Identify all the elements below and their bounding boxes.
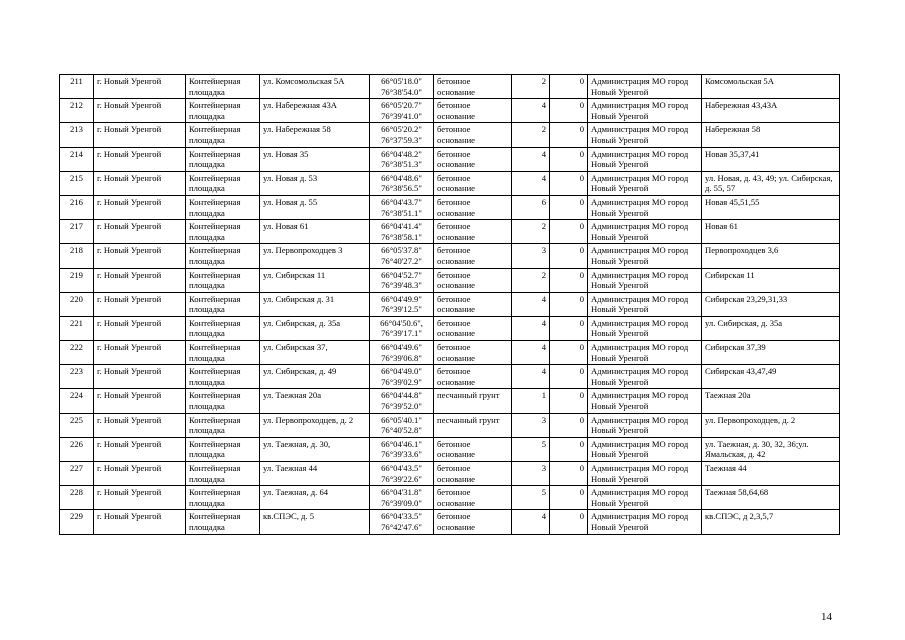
cell-locality: г. Новый Уренгой [94,195,186,219]
cell-row-number: 217 [60,220,94,244]
cell-served-addresses: ул. Новая, д. 43, 49; ул. Сибирская, д. 55, 57 [702,171,840,195]
cell-extra-count: 0 [550,316,588,340]
cell-row-number: 215 [60,171,94,195]
cell-served-addresses: Набережная 43,43А [702,99,840,123]
cell-containers-count: 6 [512,195,550,219]
cell-owner: Администрация МО город Новый Уренгой [588,462,702,486]
cell-coordinates: 66°05'18.0" 76°38'54.0" [370,75,434,99]
table-row [60,413,840,437]
cell-row-number: 224 [60,389,94,413]
cell-row-number: 219 [60,268,94,292]
cell-address: ул. Сибирская, д. 49 [260,365,370,389]
cell-row-number: 227 [60,462,94,486]
cell-coordinates: 66°04'49.6" 76°39'06.8" [370,341,434,365]
cell-site-type: Контейнерная площадка [186,316,260,340]
cell-owner: Администрация МО город Новый Уренгой [588,413,702,437]
cell-locality: г. Новый Уренгой [94,365,186,389]
table-row [60,365,840,389]
table-row [60,389,840,413]
cell-surface: бетонное основание [434,220,512,244]
cell-row-number: 218 [60,244,94,268]
cell-containers-count: 4 [512,171,550,195]
cell-served-addresses: Сибирская 23,29,31,33 [702,292,840,316]
cell-coordinates: 66°04'52.7" 76°39'48.3" [370,268,434,292]
cell-owner: Администрация МО город Новый Уренгой [588,510,702,534]
cell-locality: г. Новый Уренгой [94,486,186,510]
cell-address: ул. Сибирская 37, [260,341,370,365]
cell-address: ул. Таежная, д. 30, [260,437,370,461]
cell-coordinates: 66°04'44.8" 76°39'52.0" [370,389,434,413]
cell-coordinates: 66°04'43.7" 76°38'51.1" [370,195,434,219]
cell-surface: бетонное основание [434,486,512,510]
cell-row-number: 222 [60,341,94,365]
cell-site-type: Контейнерная площадка [186,292,260,316]
cell-row-number: 223 [60,365,94,389]
cell-locality: г. Новый Уренгой [94,220,186,244]
cell-extra-count: 0 [550,413,588,437]
cell-owner: Администрация МО город Новый Уренгой [588,365,702,389]
cell-containers-count: 4 [512,510,550,534]
cell-coordinates: 66°04'48.6" 76°38'56.5" [370,171,434,195]
cell-served-addresses: Первопроходцев 3,6 [702,244,840,268]
cell-surface: бетонное основание [434,147,512,171]
cell-served-addresses: Сибирская 43,47,49 [702,365,840,389]
cell-containers-count: 5 [512,437,550,461]
cell-surface: бетонное основание [434,462,512,486]
table-body [60,75,840,535]
cell-row-number: 221 [60,316,94,340]
table-row [60,316,840,340]
cell-coordinates: 66°05'20.7" 76°39'41.0" [370,99,434,123]
cell-address: ул. Сибирская 11 [260,268,370,292]
cell-address: ул. Сибирская, д. 35а [260,316,370,340]
cell-extra-count: 0 [550,147,588,171]
table-row [60,75,840,99]
cell-served-addresses: ул. Таежная, д. 30, 32, 36;ул. Ямальская, д. 42 [702,437,840,461]
cell-site-type: Контейнерная площадка [186,268,260,292]
cell-address: ул. Таежная 44 [260,462,370,486]
table-row [60,341,840,365]
cell-surface: бетонное основание [434,195,512,219]
cell-address: ул. Первопроходцев, д. 2 [260,413,370,437]
cell-surface: бетонное основание [434,316,512,340]
cell-site-type: Контейнерная площадка [186,99,260,123]
cell-served-addresses: Новая 61 [702,220,840,244]
cell-site-type: Контейнерная площадка [186,147,260,171]
cell-row-number: 226 [60,437,94,461]
cell-coordinates: 66°04'50.6", 76°39'17.1" [370,316,434,340]
cell-address: ул. Новая д. 55 [260,195,370,219]
cell-site-type: Контейнерная площадка [186,413,260,437]
cell-extra-count: 0 [550,292,588,316]
cell-locality: г. Новый Уренгой [94,75,186,99]
cell-served-addresses: Таежная 58,64,68 [702,486,840,510]
cell-locality: г. Новый Уренгой [94,316,186,340]
cell-containers-count: 5 [512,486,550,510]
cell-site-type: Контейнерная площадка [186,220,260,244]
cell-containers-count: 3 [512,244,550,268]
page-number: 14 [821,611,832,623]
cell-locality: г. Новый Уренгой [94,268,186,292]
cell-served-addresses: Таежная 20а [702,389,840,413]
cell-site-type: Контейнерная площадка [186,195,260,219]
cell-surface: песчанный грунт [434,413,512,437]
cell-surface: бетонное основание [434,268,512,292]
table-row [60,486,840,510]
cell-row-number: 213 [60,123,94,147]
cell-row-number: 229 [60,510,94,534]
cell-owner: Администрация МО город Новый Уренгой [588,244,702,268]
cell-site-type: Контейнерная площадка [186,510,260,534]
table-row [60,220,840,244]
cell-address: ул. Таежная 20а [260,389,370,413]
cell-locality: г. Новый Уренгой [94,292,186,316]
cell-surface: бетонное основание [434,292,512,316]
cell-coordinates: 66°04'33.5" 76°42'47.6" [370,510,434,534]
cell-surface: бетонное основание [434,510,512,534]
cell-extra-count: 0 [550,123,588,147]
cell-coordinates: 66°04'41.4" 76°38'58.1" [370,220,434,244]
cell-owner: Администрация МО город Новый Уренгой [588,341,702,365]
cell-site-type: Контейнерная площадка [186,244,260,268]
table-row [60,510,840,534]
cell-served-addresses: ул. Сибирская, д. 35а [702,316,840,340]
cell-extra-count: 0 [550,99,588,123]
cell-site-type: Контейнерная площадка [186,365,260,389]
cell-coordinates: 66°05'37.8" 76°40'27.2" [370,244,434,268]
cell-containers-count: 1 [512,389,550,413]
cell-row-number: 216 [60,195,94,219]
cell-owner: Администрация МО город Новый Уренгой [588,486,702,510]
cell-extra-count: 0 [550,244,588,268]
cell-surface: бетонное основание [434,75,512,99]
cell-address: ул. Новая д. 53 [260,171,370,195]
cell-locality: г. Новый Уренгой [94,437,186,461]
table-row [60,268,840,292]
cell-locality: г. Новый Уренгой [94,389,186,413]
cell-locality: г. Новый Уренгой [94,510,186,534]
cell-site-type: Контейнерная площадка [186,341,260,365]
cell-address: ул. Набережная 43А [260,99,370,123]
cell-site-type: Контейнерная площадка [186,462,260,486]
cell-owner: Администрация МО город Новый Уренгой [588,147,702,171]
cell-surface: бетонное основание [434,171,512,195]
cell-coordinates: 66°04'43.5" 76°39'22.6" [370,462,434,486]
table-row [60,195,840,219]
cell-surface: бетонное основание [434,341,512,365]
cell-containers-count: 4 [512,316,550,340]
cell-surface: песчанный грунт [434,389,512,413]
table-row [60,437,840,461]
cell-containers-count: 4 [512,341,550,365]
cell-served-addresses: Набережная 58 [702,123,840,147]
cell-extra-count: 0 [550,75,588,99]
table-row [60,171,840,195]
cell-coordinates: 66°04'49.0" 76°39'02.9" [370,365,434,389]
cell-row-number: 220 [60,292,94,316]
cell-extra-count: 0 [550,389,588,413]
cell-row-number: 228 [60,486,94,510]
cell-site-type: Контейнерная площадка [186,75,260,99]
cell-owner: Администрация МО город Новый Уренгой [588,75,702,99]
cell-containers-count: 2 [512,268,550,292]
cell-extra-count: 0 [550,365,588,389]
cell-extra-count: 0 [550,268,588,292]
cell-address: ул. Таежная, д. 64 [260,486,370,510]
cell-extra-count: 0 [550,437,588,461]
cell-coordinates: 66°05'20.2" 76°37'59.3" [370,123,434,147]
cell-site-type: Контейнерная площадка [186,171,260,195]
cell-address: ул. Первопроходцев 3 [260,244,370,268]
cell-extra-count: 0 [550,341,588,365]
cell-locality: г. Новый Уренгой [94,413,186,437]
cell-locality: г. Новый Уренгой [94,147,186,171]
cell-served-addresses: Комсомольская 5А [702,75,840,99]
cell-served-addresses: Сибирская 11 [702,268,840,292]
cell-owner: Администрация МО город Новый Уренгой [588,268,702,292]
cell-locality: г. Новый Уренгой [94,123,186,147]
cell-served-addresses: кв.СПЭС, д 2,3,5,7 [702,510,840,534]
cell-address: ул. Набережная 58 [260,123,370,147]
cell-row-number: 214 [60,147,94,171]
cell-served-addresses: Таежная 44 [702,462,840,486]
cell-coordinates: 66°04'49.9" 76°39'12.5" [370,292,434,316]
cell-owner: Администрация МО город Новый Уренгой [588,316,702,340]
cell-owner: Администрация МО город Новый Уренгой [588,292,702,316]
cell-served-addresses: Сибирская 37,39 [702,341,840,365]
cell-address: ул. Сибирская д. 31 [260,292,370,316]
cell-extra-count: 0 [550,220,588,244]
cell-containers-count: 2 [512,75,550,99]
cell-site-type: Контейнерная площадка [186,437,260,461]
cell-address: ул. Новая 35 [260,147,370,171]
cell-site-type: Контейнерная площадка [186,486,260,510]
cell-locality: г. Новый Уренгой [94,99,186,123]
cell-containers-count: 3 [512,413,550,437]
cell-row-number: 225 [60,413,94,437]
cell-owner: Администрация МО город Новый Уренгой [588,437,702,461]
cell-site-type: Контейнерная площадка [186,123,260,147]
cell-site-type: Контейнерная площадка [186,389,260,413]
cell-extra-count: 0 [550,462,588,486]
table-row [60,244,840,268]
cell-surface: бетонное основание [434,437,512,461]
cell-containers-count: 3 [512,462,550,486]
cell-address: ул. Комсомольская 5А [260,75,370,99]
cell-locality: г. Новый Уренгой [94,244,186,268]
cell-owner: Администрация МО город Новый Уренгой [588,123,702,147]
cell-locality: г. Новый Уренгой [94,171,186,195]
cell-served-addresses: Новая 35,37,41 [702,147,840,171]
cell-surface: бетонное основание [434,123,512,147]
cell-locality: г. Новый Уренгой [94,462,186,486]
cell-coordinates: 66°05'40.1" 76°40'52.8" [370,413,434,437]
cell-extra-count: 0 [550,171,588,195]
cell-containers-count: 4 [512,147,550,171]
cell-coordinates: 66°04'48.2" 76°38'51.3" [370,147,434,171]
cell-surface: бетонное основание [434,99,512,123]
cell-coordinates: 66°04'31.8" 76°39'09.0" [370,486,434,510]
cell-owner: Администрация МО город Новый Уренгой [588,389,702,413]
cell-address: кв.СПЭС, д. 5 [260,510,370,534]
table-row [60,292,840,316]
table-row [60,123,840,147]
table-row [60,147,840,171]
cell-containers-count: 2 [512,123,550,147]
cell-containers-count: 4 [512,99,550,123]
cell-locality: г. Новый Уренгой [94,341,186,365]
cell-address: ул. Новая 61 [260,220,370,244]
table-row [60,99,840,123]
cell-extra-count: 0 [550,510,588,534]
cell-row-number: 212 [60,99,94,123]
cell-coordinates: 66°04'46.1" 76°39'33.6" [370,437,434,461]
cell-surface: бетонное основание [434,365,512,389]
cell-served-addresses: Новая 45,51,55 [702,195,840,219]
cell-owner: Администрация МО город Новый Уренгой [588,171,702,195]
table-row [60,462,840,486]
cell-surface: бетонное основание [434,244,512,268]
cell-extra-count: 0 [550,195,588,219]
container-sites-table [59,74,840,535]
cell-containers-count: 4 [512,365,550,389]
cell-containers-count: 2 [512,220,550,244]
cell-owner: Администрация МО город Новый Уренгой [588,99,702,123]
cell-containers-count: 4 [512,292,550,316]
cell-served-addresses: ул. Первопроходцев, д. 2 [702,413,840,437]
cell-row-number: 211 [60,75,94,99]
cell-extra-count: 0 [550,486,588,510]
cell-owner: Администрация МО город Новый Уренгой [588,195,702,219]
cell-owner: Администрация МО город Новый Уренгой [588,220,702,244]
